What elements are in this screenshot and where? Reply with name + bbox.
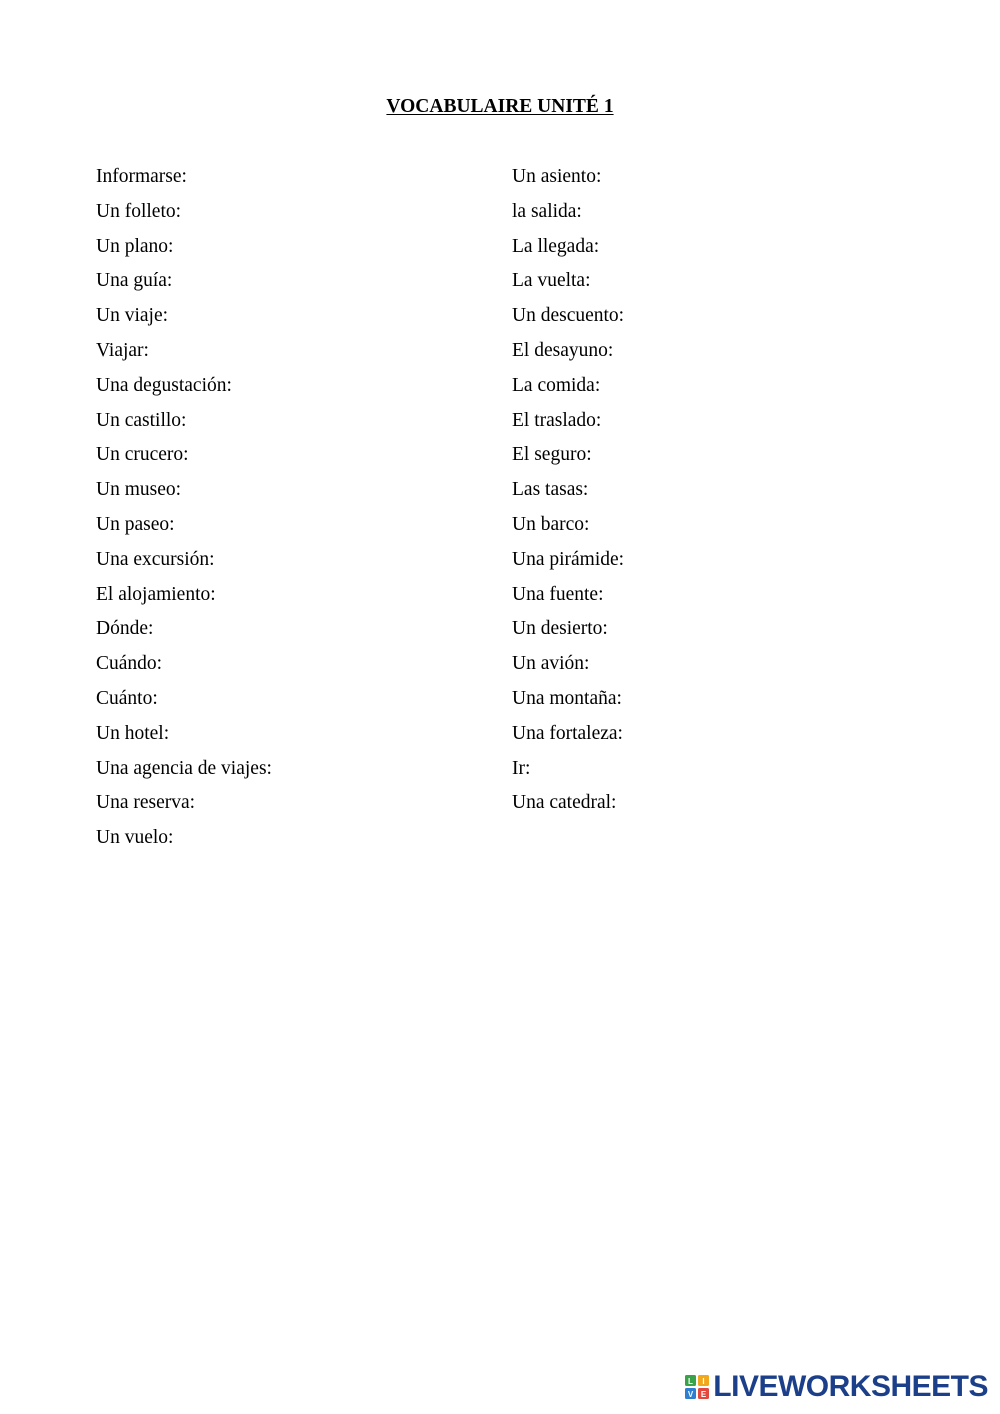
vocabulary-item: El seguro: [512,444,592,466]
vocabulary-item: Cuánto: [96,687,158,709]
vocabulary-item: Un castillo: [96,409,187,431]
vocabulary-item: Una reserva: [96,792,196,814]
vocabulary-list-right [512,164,912,825]
vocabulary-item: Dónde: [96,618,154,640]
logo-letter-l: L [688,1377,694,1386]
logo-letter-i: I [702,1377,705,1386]
liveworksheets-brand[interactable] [685,1370,988,1404]
vocabulary-list-left [96,164,496,860]
vocabulary-item: Viajar: [96,339,149,361]
vocabulary-item: La llegada: [512,235,600,257]
vocabulary-item: Un barco: [512,513,590,535]
vocabulary-item: Una fortaleza: [512,722,623,744]
logo-letter-e: E [701,1390,707,1399]
vocabulary-item: Un viaje: [96,305,169,327]
page-title: VOCABULAIRE UNITÉ 1 [386,96,614,117]
vocabulary-item: Una degustación: [96,374,232,396]
vocabulary-item: Un desierto: [512,618,608,640]
vocabulary-item: La vuelta: [512,270,591,292]
vocabulary-item: Informarse: [96,166,187,187]
vocabulary-item: Un paseo: [96,513,175,535]
vocabulary-item: Un vuelo: [96,827,174,849]
vocabulary-item: Un hotel: [96,722,170,744]
liveworksheets-logo-icon [685,1375,709,1399]
vocabulary-item: Una pirámide: [512,548,625,570]
vocabulary-item: Una catedral: [512,792,617,814]
vocabulary-item: Una montaña: [512,687,622,709]
vocabulary-item: la salida: [512,200,582,222]
vocabulary-item: Un plano: [96,235,174,257]
vocabulary-item: Una fuente: [512,583,604,605]
vocabulary-item: Una guía: [96,270,173,292]
vocabulary-item: Un crucero: [96,444,189,466]
vocabulary-item: Las tasas: [512,479,589,501]
vocabulary-item: Un museo: [96,479,182,501]
vocabulary-item: El desayuno: [512,339,614,361]
vocabulary-item: Cuándo: [96,653,163,675]
vocabulary-item: El traslado: [512,409,602,431]
vocabulary-item: Una agencia de viajes: [96,757,272,779]
vocabulary-item: Un avión: [512,653,590,675]
vocabulary-item: La comida: [512,374,601,396]
vocabulary-item: Un folleto: [96,200,182,222]
vocabulary-item: El alojamiento: [96,583,216,605]
logo-letter-v: V [688,1390,694,1399]
vocabulary-item: Una excursión: [96,548,215,570]
vocabulary-item: Un descuento: [512,305,625,327]
liveworksheets-wordmark: LIVEWORKSHEETS [713,1370,988,1403]
vocabulary-item: Un asiento: [512,166,602,187]
vocabulary-item: Ir: [512,757,531,779]
